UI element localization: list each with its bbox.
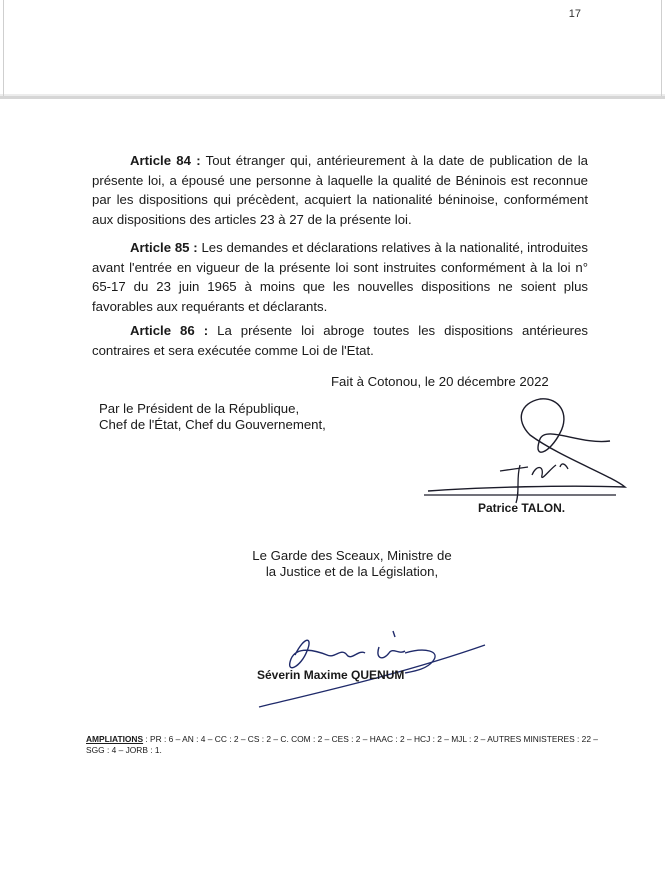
article-85-label: Article 85 : — [130, 240, 198, 255]
article-85 — [92, 238, 588, 316]
minister-title-line-2: la Justice et de la Législation, — [265, 564, 439, 579]
ampliations — [86, 734, 606, 756]
article-85-text: Les demandes et déclarations relatives à la nationalité, introduites avant l'entrée en vigueur de la présente loi sont instruites conformément à la loi n° 65-17 du 23 juin 1965 à moins que les nouvelles dispositions ne soient plus favorables aux requérants et déclarants. — [92, 240, 588, 314]
previous-page-strip — [0, 0, 665, 99]
article-84-label: Article 84 : — [130, 153, 201, 168]
article-86-text: La présente loi abroge toutes les dispositions antérieures contraires et sera exécutée comme Loi de l'Etat. — [92, 323, 588, 358]
article-86 — [92, 321, 588, 360]
page-number: 17 — [568, 8, 581, 20]
place-and-date: Fait à Cotonou, le 20 décembre 2022 — [331, 374, 549, 389]
article-86-label: Article 86 : — [130, 323, 209, 338]
ampliations-label: AMPLIATIONS — [86, 734, 144, 744]
president-title-line-1: Par le Président de la République, — [99, 401, 300, 416]
president-signature — [420, 395, 640, 515]
page-edge-right — [661, 0, 662, 96]
president-title — [99, 401, 326, 433]
minister-title-line-1: Le Garde des Sceaux, Ministre de — [252, 548, 452, 563]
article-84 — [92, 151, 588, 229]
page-edge-left — [3, 0, 4, 96]
president-name: Patrice TALON. — [478, 501, 566, 515]
article-84-text: Tout étranger qui, antérieurement à la date de publication de la présente loi, a épousé une personne à laquelle la qualité de Béninois est reconnue par les dispositions qui précèdent, acquiert la nationalité béninoise, conformément aux dispositions des articles 23 à 27 de la présente loi. — [92, 153, 588, 227]
minister-name: Séverin Maxime QUENUM — [257, 668, 405, 682]
minister-title — [232, 548, 472, 580]
president-title-line-2: Chef de l'État, Chef du Gouvernement, — [99, 417, 326, 432]
ampliations-text: : PR : 6 – AN : 4 – CC : 2 – CS : 2 – C. COM : 2 – CES : 2 – HAAC : 2 – HCJ : 2 – MJL : 2 – AUTRES MINISTERES : 22 – SGG : 4 – JORB : 1. — [86, 734, 598, 755]
